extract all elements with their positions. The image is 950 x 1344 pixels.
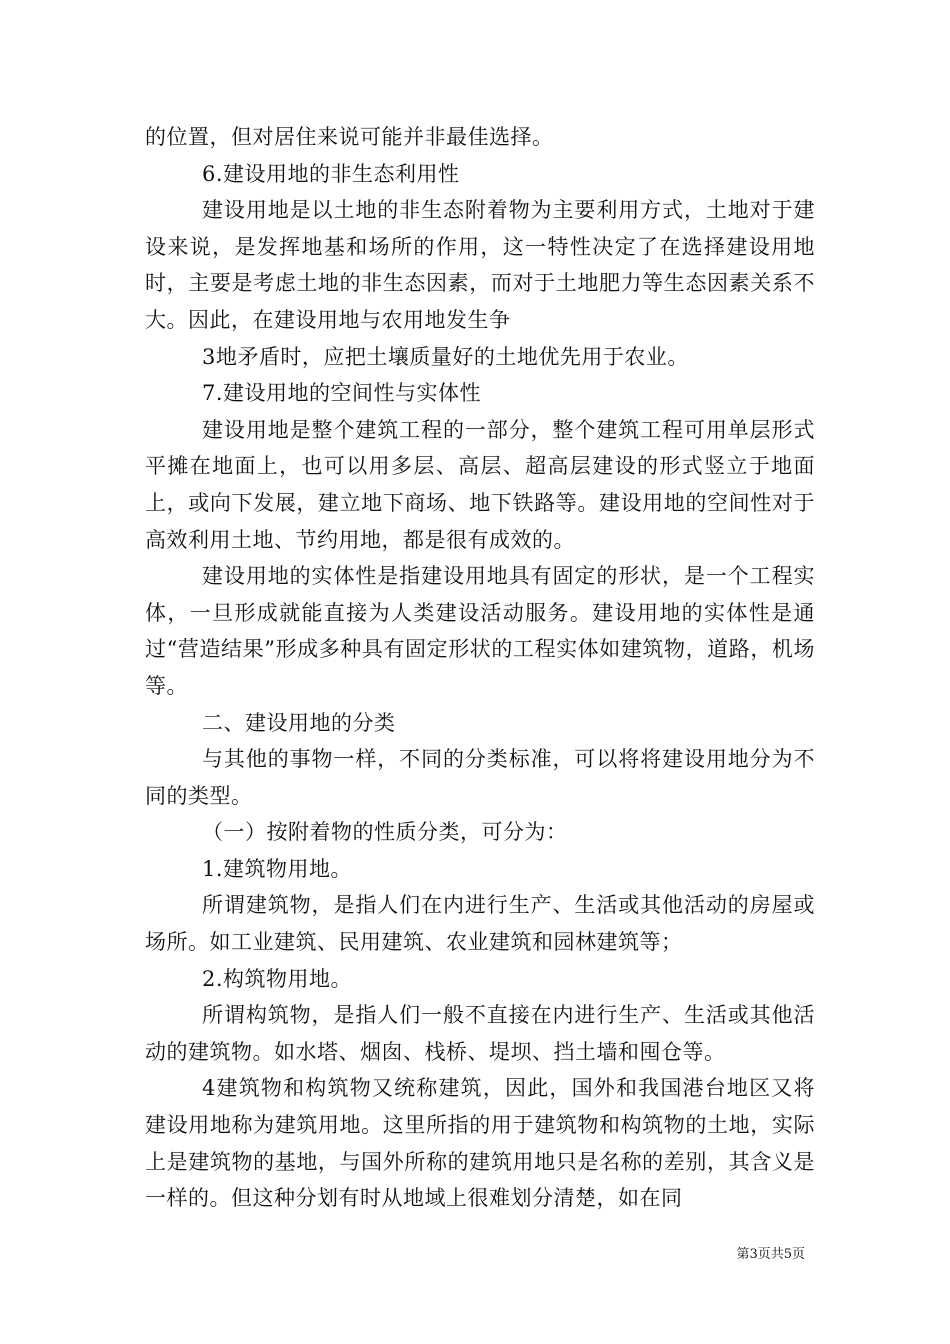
- paragraph-14: 4建筑物和构筑物又统称建筑，因此，国外和我国港台地区又将建设用地称为建筑用地。这里所指的用于建筑物和构筑物的土地，实际上是建筑物的基地，与国外所称的建筑用地只是名称的差别，其含义是一样的。但这种分划有时从地域上很难划分清楚，如在同: [145, 1076, 815, 1211]
- paragraph-3: 3地矛盾时，应把土壤质量好的土地优先用于农业。: [202, 344, 689, 369]
- paragraph-8: 与其他的事物一样，不同的分类标准，可以将将建设用地分为不同的类型。: [145, 747, 815, 808]
- paragraph-12: 2.构筑物用地。: [202, 966, 353, 991]
- paragraph-13: 所谓构筑物，是指人们一般不直接在内进行生产、生活或其他活动的建筑物。如水塔、烟囱、栈桥、堤坝、挡土墙和囤仓等。: [145, 1003, 815, 1064]
- paragraph-5: 建设用地是整个建筑工程的一部分，整个建筑工程可用单层形式平摊在地面上，也可以用多层、高层、超高层建设的形式竖立于地面上，或向下发展，建立地下商场、地下铁路等。建设用地的空间性对于高效利用土地、节约用地，都是很有成效的。: [145, 417, 815, 552]
- paragraph-11: 所谓建筑物，是指人们在内进行生产、生活或其他活动的房屋或场所。如工业建筑、民用建筑、农业建筑和园林建筑等；: [145, 893, 815, 955]
- paragraph-9: （一）按附着物的性质分类，可分为：: [202, 820, 568, 845]
- body-text: [145, 119, 815, 1217]
- paragraph-4: 7.建设用地的空间性与实体性: [202, 381, 482, 406]
- paragraph-0: 的位置，但对居住来说可能并非最佳选择。: [145, 125, 554, 149]
- paragraph-2: 建设用地是以土地的非生态附着物为主要利用方式，土地对于建设来说，是发挥地基和场所的作用，这一特性决定了在选择建设用地时，主要是考虑土地的非生态因素，而对于土地肥力等生态因素关系不大。因此，在建设用地与农用地发生争: [145, 198, 815, 332]
- paragraph-7: 二、建设用地的分类: [202, 710, 396, 735]
- paragraph-10: 1.建筑物用地。: [202, 856, 353, 881]
- paragraph-1: 6.建设用地的非生态利用性: [202, 161, 460, 186]
- paragraph-6: 建设用地的实体性是指建设用地具有固定的形状，是一个工程实体，一旦形成就能直接为人类建设活动服务。建设用地的实体性是通过“营造结果”形成多种具有固定形状的工程实体如建筑物，道路，机场等。: [145, 564, 815, 698]
- page-number: 第3页共5页: [736, 1247, 805, 1262]
